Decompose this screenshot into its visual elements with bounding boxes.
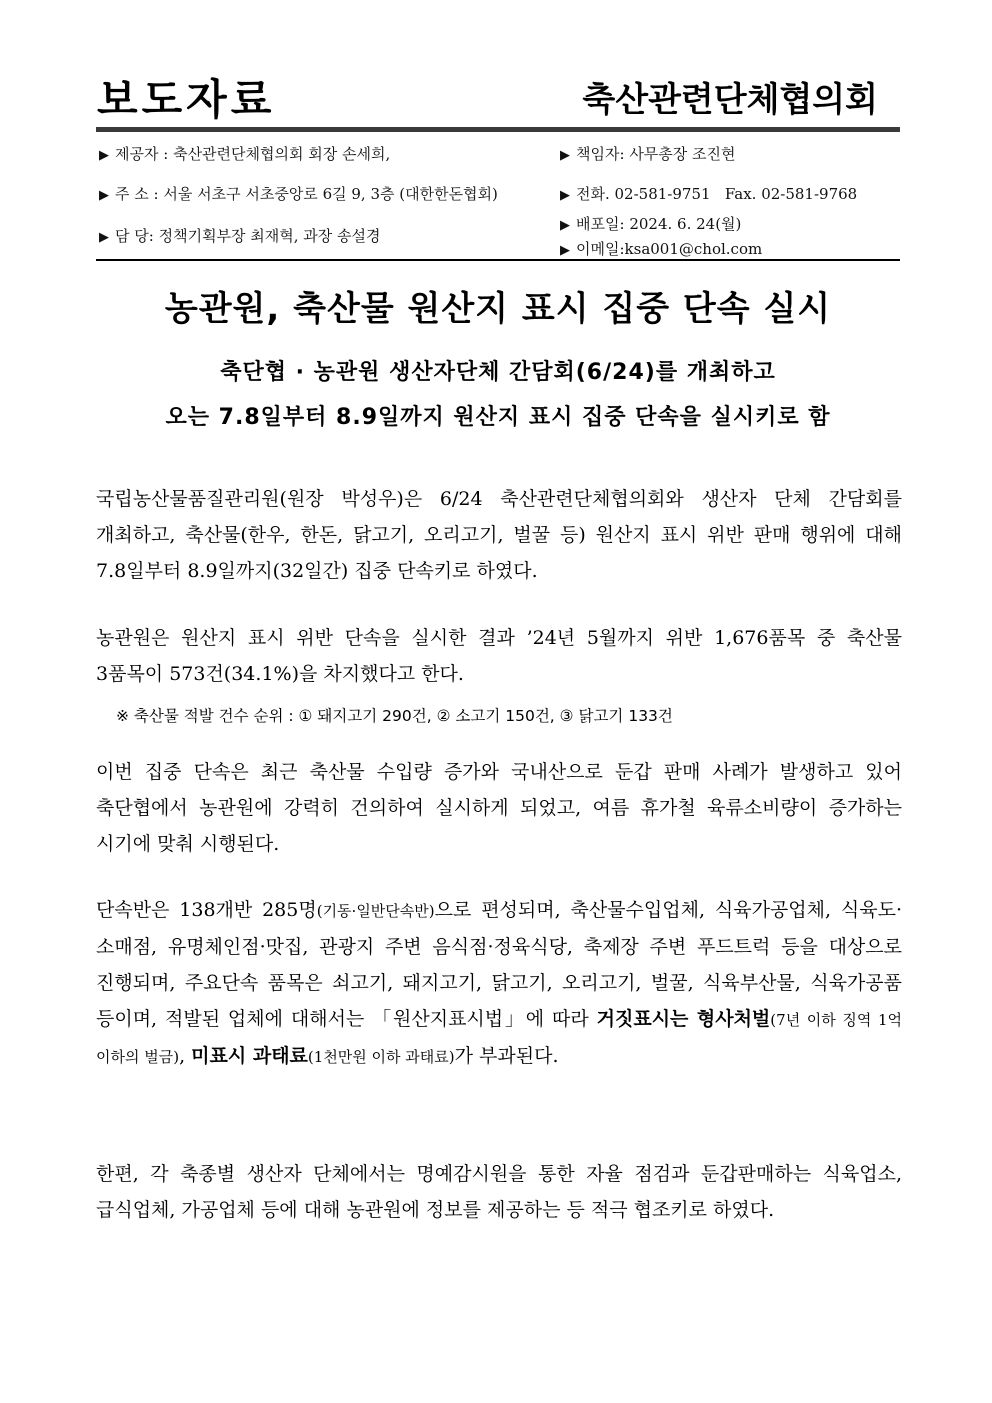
triangle-bullet-icon: ▶	[99, 188, 109, 203]
p4-text-d: 거짓표시는 형사처벌	[596, 1008, 771, 1030]
p4-text-e: (7년 이하 징역 1억 이하의 벌금)	[96, 1011, 903, 1066]
contact-value: 정책기획부장 최재혁, 과장 송설경	[158, 227, 381, 245]
release-label: 배포일:	[576, 215, 625, 233]
header-divider-thick	[96, 127, 900, 132]
p4-text-g: 미표시 과태료	[191, 1045, 308, 1067]
triangle-bullet-icon: ▶	[560, 148, 570, 163]
address-value: 서울 서초구 서초중앙로 6길 9, 3층 (대한한돈협회)	[163, 185, 498, 203]
fax-number: Fax. 02-581-9768	[724, 185, 858, 203]
responsible-label: 책임자:	[576, 145, 625, 163]
info-email	[560, 239, 762, 261]
info-address	[99, 184, 498, 206]
info-provider	[99, 144, 390, 166]
body-paragraph-5: 한편, 각 축종별 생산자 단체에서는 명예감시원을 통한 자율 점검과 둔갑판매하는 식육업소, 급식업체, 가공업체 등에 대해 농관원에 정보를 제공하는 등 적극 협조키로 하였다.	[96, 1163, 902, 1221]
release-value: 2024. 6. 24(월)	[629, 215, 742, 233]
contact-label: 담 당:	[115, 227, 154, 245]
responsible-value: 사무총장 조진현	[629, 145, 736, 163]
phone-number: 전화. 02-581-9751	[576, 185, 711, 203]
triangle-bullet-icon: ▶	[99, 230, 109, 245]
organization-name: 축산관련단체협의회	[582, 80, 878, 120]
info-contact	[99, 226, 381, 248]
body-paragraph-2: 농관원은 원산지 표시 위반 단속을 실시한 결과 ’24년 5월까지 위반 1,676품목 중 축산물 3품목이 573건(34.1%)을 차지했다고 한다.	[96, 627, 902, 685]
body-paragraph-1: 국립농산물품질관리원(원장 박성우)은 6/24 축산관련단체협의회와 생산자 단체 간담회를 개최하고, 축산물(한우, 한돈, 닭고기, 오리고기, 벌꿀 등) 원산지 표시 위반 판매 행위에 대해 7.8일부터 8.9일까지(32일간) 집중 단속키로 하였다.	[96, 488, 902, 582]
info-responsible	[560, 144, 736, 166]
triangle-bullet-icon: ▶	[99, 148, 109, 163]
body-paragraph-3: 이번 집중 단속은 최근 축산물 수입량 증가와 국내산으로 둔갑 판매 사례가 발생하고 있어 축단협에서 농관원에 강력히 건의하여 실시하게 되었고, 여름 휴가철 육류소비량이 증가하는 시기에 맞춰 시행된다.	[96, 761, 902, 855]
article-subtitle-1: 축단협 · 농관원 생산자단체 간담회(6/24)를 개최하고	[220, 360, 776, 385]
p4-text-f: ,	[179, 1045, 192, 1067]
info-phone-fax	[560, 184, 857, 206]
address-label: 주 소 :	[115, 185, 159, 203]
triangle-bullet-icon: ▶	[560, 188, 570, 203]
press-release-heading: 보도자료	[97, 75, 276, 124]
triangle-bullet-icon: ▶	[560, 243, 570, 258]
info-release-date	[560, 214, 741, 236]
p4-text-h: (1천만원 이하 과태료)	[307, 1048, 455, 1066]
p4-text-c: 으로 편성되며, 축산물수입업체, 식육가공업체, 식육도·소매점, 유명체인점·맛집, 관광지 주변 음식점·정육식당, 축제장 주변 푸드트럭 등을 대상으로 진행되며, 주요단속 품목은 쇠고기, 돼지고기, 닭고기, 오리고기, 벌꿀, 식육부산물, 식육가공품 등이며, 적발된 업체에 대해서는 「원산지표시법」에 따라	[96, 899, 902, 1030]
provider-label: 제공자 :	[115, 145, 169, 163]
p4-text-b: (기동·일반단속반)	[316, 902, 435, 920]
provider-value: 축산관련단체협의회 회장 손세희,	[173, 145, 391, 163]
triangle-bullet-icon: ▶	[560, 218, 570, 233]
info-divider-thin	[96, 259, 900, 261]
body-note: ※ 축산물 적발 건수 순위 : ① 돼지고기 290건, ② 소고기 150건, ③ 닭고기 133건	[116, 707, 673, 725]
p4-text-i: 가 부과된다.	[454, 1045, 559, 1067]
article-subtitle-2: 오는 7.8일부터 8.9일까지 원산지 표시 집중 단속을 실시키로 함	[165, 405, 831, 430]
email-value[interactable]: ksa001@chol.com	[624, 240, 763, 258]
article-title: 농관원, 축산물 원산지 표시 집중 단속 실시	[164, 289, 832, 329]
email-label: 이메일:	[576, 240, 625, 258]
body-paragraph-4	[96, 892, 902, 1075]
p4-text-a: 단속반은 138개반 285명	[96, 899, 317, 921]
